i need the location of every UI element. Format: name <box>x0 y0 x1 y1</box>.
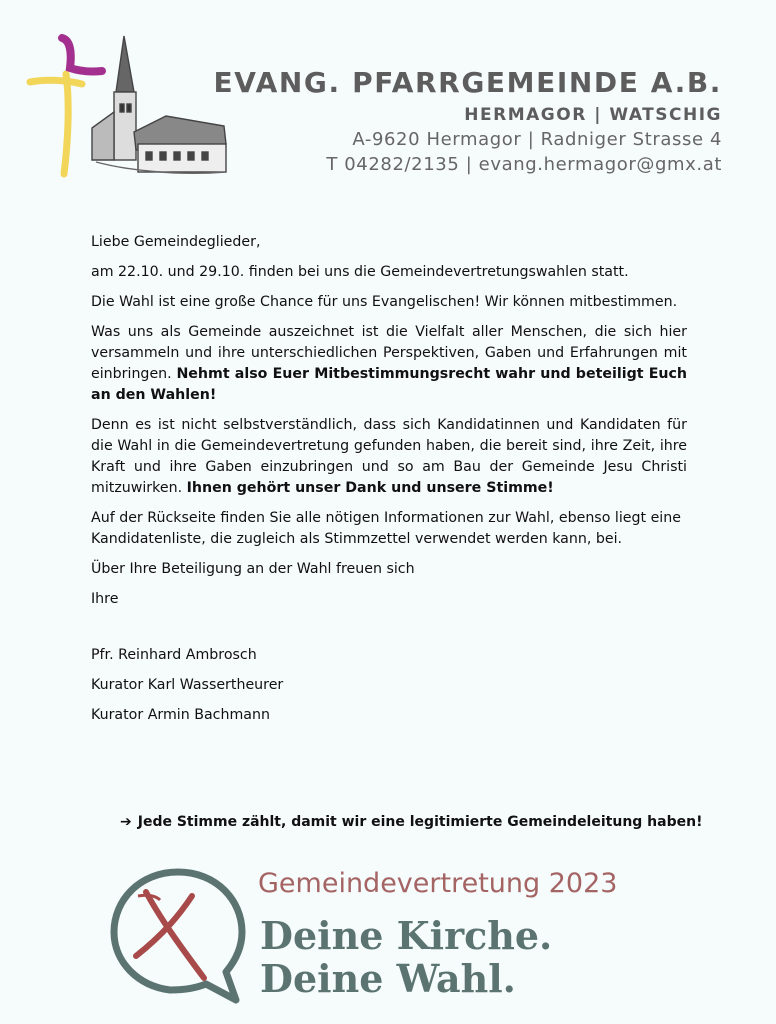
paragraph-dates: am 22.10. und 29.10. finden bei uns die Gemeindevertretungswahlen statt. <box>91 264 629 280</box>
slogan-line-2: Deine Wahl. <box>260 956 516 1001</box>
footer-slogan <box>260 914 552 1000</box>
org-header <box>214 66 722 175</box>
callout-text: Jede Stimme zählt, damit wir eine legitimierte Gemeindeleitung haben! <box>137 814 703 830</box>
slogan-line-1: Deine Kirche. <box>260 913 553 958</box>
callout <box>120 814 702 830</box>
parish-name: HERMAGOR | WATSCHIG <box>464 105 722 125</box>
ballot-speech-bubble-icon <box>108 862 248 1007</box>
paragraph-community-text: Was uns als Gemeinde auszeichnet ist die Vielfalt aller Menschen, die sich hier versammeln und ihre unterschiedlichen Perspektiven, Gaben und Erfahrungen mit einbringen. <box>91 324 687 382</box>
greeting: Liebe Gemeindeglieder, <box>91 234 261 250</box>
arrow-right-icon: ➔ <box>120 814 132 830</box>
paragraph-candidates <box>91 415 687 499</box>
org-name: EVANG. PFARRGEMEINDE A.B. <box>213 66 722 99</box>
address: A-9620 Hermagor | Radniger Strasse 4 <box>352 129 722 150</box>
signatory-1: Pfr. Reinhard Ambrosch <box>91 647 257 663</box>
footer-title: Gemeindevertretung 2023 <box>258 868 618 899</box>
closing: Ihre <box>91 591 119 607</box>
letter-body <box>91 232 687 735</box>
paragraph-participation: Über Ihre Beteiligung an der Wahl freuen sich <box>91 561 415 577</box>
cross-church-logo-icon <box>26 32 236 182</box>
paragraph-community <box>91 322 687 406</box>
paragraph-candidates-bold: Ihnen gehört unser Dank und unsere Stimme! <box>186 480 554 496</box>
paragraph-candidates-text: Denn es ist nicht selbstverständlich, dass sich Kandidatinnen und Kandidaten für die Wahl in die Gemeindevertretung gefunden haben, die bereit sind, ihre Zeit, ihre Kraft und ihre Gaben einzubringen und so am Bau der Gemeinde Jesu Christi mitzuwirken. <box>91 417 687 496</box>
signatory-3: Kurator Armin Bachmann <box>91 707 270 723</box>
paragraph-chance: Die Wahl ist eine große Chance für uns Evangelischen! Wir können mitbestimmen. <box>91 294 678 310</box>
paragraph-backside: Auf der Rückseite finden Sie alle nötigen Informationen zur Wahl, ebenso liegt eine Kandidatenliste, die zugleich als Stimmzettel verwendet werden kann, bei. <box>91 510 681 547</box>
signatory-2: Kurator Karl Wassertheurer <box>91 677 284 693</box>
paragraph-community-bold: Nehmt also Euer Mitbestimmungsrecht wahr und beteiligt Euch an den Wahlen! <box>91 366 687 403</box>
contact-info: T 04282/2135 | evang.hermagor@gmx.at <box>326 154 722 175</box>
